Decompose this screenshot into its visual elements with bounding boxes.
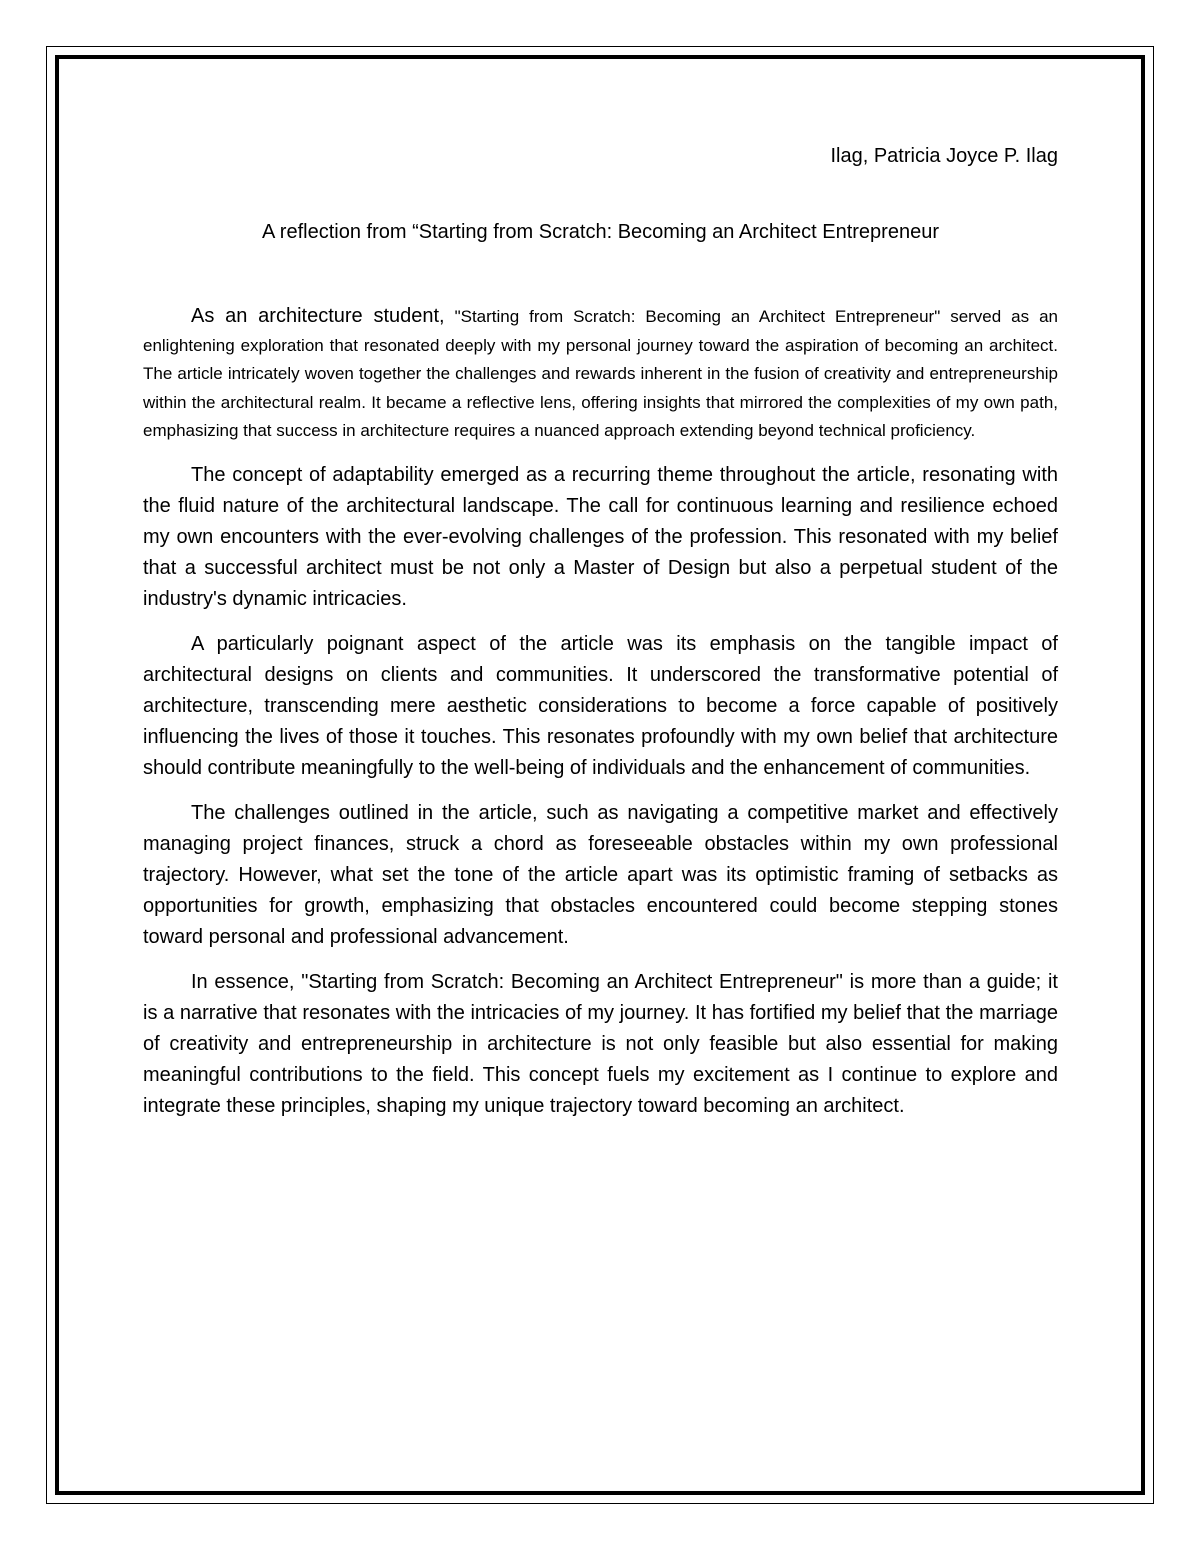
author-name: Ilag, Patricia Joyce P. Ilag	[830, 145, 1058, 167]
paragraph-5: In essence, "Starting from Scratch: Becoming an Architect Entrepreneur" is more than a guide; it is a narrative that resonates with the intricacies of my journey. It has fortified my belief that the marriage of creativity and entrepreneurship in architecture is not only feasible but also essential for making meaningful contributions to the field. This concept fuels my excitement as I continue to explore and integrate these principles, shaping my unique trajectory toward becoming an architect.	[143, 970, 1058, 1117]
document-body	[143, 140, 1058, 1122]
paragraph-2: The concept of adaptability emerged as a recurring theme throughout the article, resonating with the fluid nature of the architectural landscape. The call for continuous learning and resilience echoed my own encounters with the ever-evolving challenges of the profession. This resonated with my belief that a successful architect must be not only a Master of Design but also a perpetual student of the industry's dynamic intricacies.	[143, 463, 1058, 610]
paragraph-1-text: "Starting from Scratch: Becoming an Architect Entrepreneur" served as an enlightening exploration that resonated deeply with my personal journey toward the aspiration of becoming an architect. The article intricately woven together the challenges and rewards inherent in the fusion of creativity and entrepreneurship within the architectural realm. It became a reflective lens, offering insights that mirrored the complexities of my own path, emphasizing that success in architecture requires a nuanced approach extending beyond technical proficiency.	[143, 307, 1058, 440]
paragraph-1-lead: As an architecture student,	[191, 305, 445, 327]
paragraph-4: The challenges outlined in the article, such as navigating a competitive market and effectively managing project finances, struck a chord as foreseeable obstacles within my own professional trajectory. However, what set the tone of the article apart was its optimistic framing of setbacks as opportunities for growth, emphasizing that obstacles encountered could become stepping stones toward personal and professional advancement.	[143, 801, 1058, 948]
paragraph-3: A particularly poignant aspect of the article was its emphasis on the tangible impact of architectural designs on clients and communities. It underscored the transformative potential of architecture, transcending mere aesthetic considerations to become a force capable of positively influencing the lives of those it touches. This resonates profoundly with my own belief that architecture should contribute meaningfully to the well-being of individuals and the enhancement of communities.	[143, 632, 1058, 779]
document-title: A reflection from “Starting from Scratch: Becoming an Architect Entrepreneur	[262, 221, 939, 243]
paragraph-1	[143, 302, 1058, 446]
